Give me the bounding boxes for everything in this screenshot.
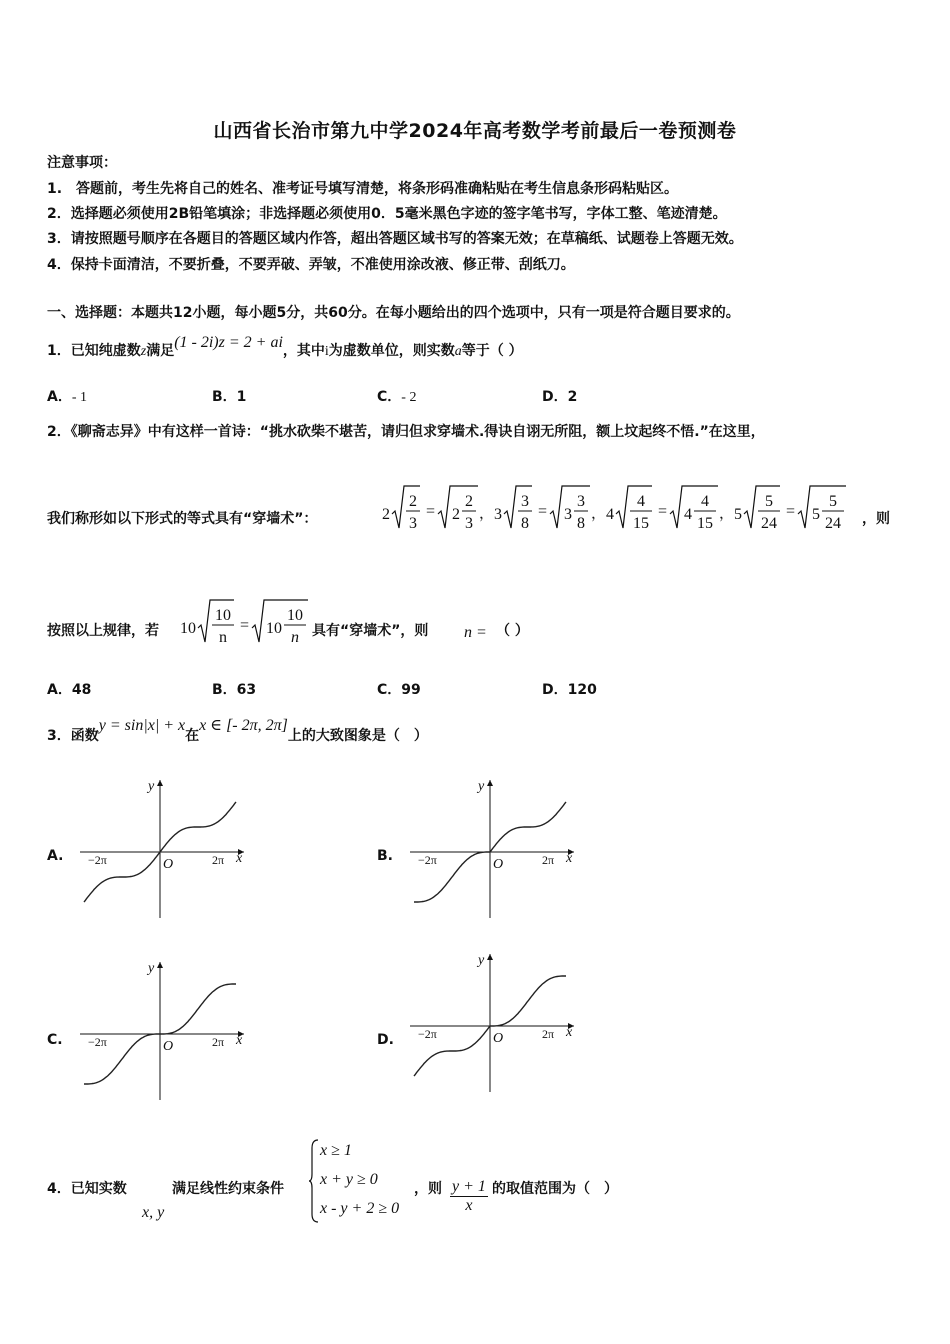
question-1 [47, 334, 523, 360]
notice-item-4: 4．保持卡面清洁，不要折叠，不要弄破、弄皱，不准使用涂改液、修正带、刮纸刀。 [47, 257, 575, 273]
q1-option-a[interactable]: A．- 1 [47, 389, 88, 405]
q2-line-3-prefix: 按照以上规律，若 [47, 623, 159, 639]
q1-var-i: i [324, 344, 329, 359]
pos-2pi-label: 2π [212, 853, 225, 867]
origin-label: O [163, 1039, 174, 1054]
pos-2pi-label: 2π [542, 1027, 555, 1041]
q1-text-3: ，其中 [282, 343, 325, 359]
section-heading: 一、选择题：本题共12小题，每小题5分，共60分。在每小题给出的四个选项中，只有一项是符合题目要求的。 [47, 305, 740, 321]
q3-text-1: 3．函数 [47, 728, 99, 744]
y-label: y [478, 953, 485, 968]
radical-inner-coefficient: 5 [812, 506, 820, 523]
q1-equation: (1 - 2i)z = 2 + ai [174, 334, 283, 351]
notice-item-3: 3．请按照题号顺序在各题目的答题区域内作答，超出答题区域书写的答案无效；在草稿纸、试题卷上答题无效。 [47, 231, 743, 247]
equals-sign: = [240, 617, 250, 634]
equals-sign: = [786, 503, 796, 520]
origin-label: O [163, 857, 174, 872]
pos-2pi-label: 2π [212, 1035, 225, 1049]
y-axis-arrow [487, 954, 493, 960]
q4-frac-num: y + 1 [452, 1178, 486, 1195]
radical-coefficient: 5 [734, 506, 742, 523]
q3-text-2: 在 [185, 728, 200, 744]
q2-option-c[interactable]: C．99 [377, 682, 421, 698]
radical-coefficient: 2 [382, 506, 390, 523]
fraction-numerator: 10 [287, 607, 303, 624]
q4-vars: x, y [142, 1204, 165, 1221]
neg-2pi-label: −2π [88, 853, 107, 867]
q3-text-3: 上的大致图象是（ ） [287, 728, 428, 744]
q1-text-2: 满足 [146, 343, 175, 359]
q4-frac-den: x [465, 1196, 473, 1214]
fraction-denominator: 24 [761, 515, 777, 532]
y-axis-arrow [157, 962, 163, 968]
y-label: y [148, 779, 155, 794]
y-axis-arrow [157, 780, 163, 786]
q3-graph-b[interactable] [402, 770, 582, 922]
fraction-denominator: 8 [577, 515, 585, 532]
q4-text-2: 满足线性约束条件 [172, 1181, 284, 1197]
neg-2pi-label: −2π [418, 1027, 437, 1041]
q2-option-d[interactable]: D．120 [542, 682, 597, 698]
q2-line-3-mid: 具有“穿墙术”，则 [312, 623, 429, 639]
fraction-denominator: 3 [465, 515, 473, 532]
radical-coefficient: 10 [180, 620, 196, 637]
y-axis-arrow [487, 780, 493, 786]
q3-graph-a[interactable] [72, 770, 252, 922]
radical-coefficient: 4 [606, 506, 614, 523]
q1-var-a: a [454, 344, 462, 359]
radical-inner-coefficient: 10 [266, 620, 282, 637]
fraction-denominator: 24 [825, 515, 841, 532]
q4-text-1: 4．已知实数 [47, 1181, 127, 1197]
q2-line-3-suffix: （ ） [496, 623, 529, 639]
origin-label: O [493, 857, 504, 872]
radical-inner-coefficient: 3 [564, 506, 572, 523]
q4-text-3: ，则 [414, 1181, 442, 1197]
q2-radical-rule [178, 592, 310, 650]
q2-n-equals: n = [464, 624, 487, 641]
q4-constraint-2: x + y ≥ 0 [320, 1171, 378, 1188]
q3-graph-d[interactable] [402, 944, 582, 1096]
fraction-numerator: 3 [577, 493, 585, 510]
separator-comma: ， [591, 506, 607, 522]
origin-label: O [493, 1031, 504, 1046]
neg-2pi-label: −2π [88, 1035, 107, 1049]
equals-sign: = [538, 503, 548, 520]
fraction-denominator: n [219, 629, 227, 646]
separator-comma: ， [479, 506, 495, 522]
q3-domain: x ∈ [- 2π, 2π] [199, 717, 288, 734]
neg-2pi-label: −2π [418, 853, 437, 867]
x-label: x [566, 851, 573, 866]
x-label: x [566, 1025, 573, 1040]
q2-option-b[interactable]: B．63 [212, 682, 257, 698]
q4-text-4: 的取值范围为（ ） [492, 1181, 618, 1197]
y-label: y [478, 779, 485, 794]
fraction-denominator: 8 [521, 515, 529, 532]
q1-text-1: 1．已知纯虚数 [47, 343, 141, 359]
fraction-numerator: 5 [829, 493, 837, 510]
q3-option-c-label[interactable]: C. [47, 1032, 63, 1048]
fraction-denominator: 15 [697, 515, 713, 532]
q3-option-b-label[interactable]: B. [377, 848, 393, 864]
question-3 [47, 717, 428, 745]
equals-sign: = [426, 503, 436, 520]
q1-option-d[interactable]: D．2 [542, 389, 578, 405]
notice-item-2: 2．选择题必须使用2B铅笔填涂；非选择题必须使用0．5毫米黑色字迹的签字笔书写，字体工整、笔迹清楚。 [47, 206, 727, 222]
q3-function: y = sin|x| + x [98, 717, 186, 734]
q2-line-1: 2．《聊斋志异》中有这样一首诗：“挑水砍柴不堪苦，请归但求穿墙术.得诀自诩无所阻，额上坟起终不悟.”在这里， [47, 424, 765, 440]
page-title: 山西省长治市第九中学2024年高考数学考前最后一卷预测卷 [213, 120, 737, 142]
fraction-denominator: 3 [409, 515, 417, 532]
fraction-numerator: 4 [701, 493, 709, 510]
fraction-numerator: 10 [215, 607, 231, 624]
fraction-denominator: n [291, 629, 299, 646]
q3-graph-c[interactable] [72, 952, 252, 1104]
q1-var-z: z [140, 344, 147, 359]
pos-2pi-label: 2π [542, 853, 555, 867]
q4-constraint-3: x - y + 2 ≥ 0 [320, 1200, 400, 1217]
q1-option-c[interactable]: C．- 2 [377, 389, 417, 405]
q1-text-5: 等于（ ） [461, 343, 523, 359]
q4-fraction [450, 1178, 488, 1214]
q1-option-b[interactable]: B．1 [212, 389, 247, 405]
radical-inner-coefficient: 2 [452, 506, 460, 523]
q2-radical-examples [380, 478, 860, 540]
q2-line-2-prefix: 我们称形如以下形式的等式具有“穿墙术”： [47, 511, 318, 527]
q1-text-4: 为虚数单位，则实数 [328, 343, 455, 359]
fraction-numerator: 2 [409, 493, 417, 510]
radical-coefficient: 3 [494, 506, 502, 523]
q3-option-a-label[interactable]: A. [47, 848, 64, 864]
fraction-numerator: 3 [521, 493, 529, 510]
fraction-numerator: 2 [465, 493, 473, 510]
equals-sign: = [658, 503, 668, 520]
q2-option-a[interactable]: A．48 [47, 682, 92, 698]
q4-brace [308, 1138, 320, 1224]
x-label: x [236, 1033, 243, 1048]
fraction-denominator: 15 [633, 515, 649, 532]
q4-constraint-1: x ≥ 1 [320, 1142, 352, 1159]
y-label: y [148, 961, 155, 976]
x-label: x [236, 851, 243, 866]
fraction-numerator: 5 [765, 493, 773, 510]
fraction-numerator: 4 [637, 493, 645, 510]
radical-inner-coefficient: 4 [684, 506, 692, 523]
notice-item-1: 1. 答题前，考生先将自己的姓名、准考证号填写清楚，将条形码准确粘贴在考生信息条形码粘贴区。 [47, 181, 679, 197]
separator-comma: ， [719, 506, 735, 522]
q3-option-d-label[interactable]: D. [377, 1032, 394, 1048]
q2-line-2-suffix: ，则 [862, 511, 890, 527]
notice-heading: 注意事项： [47, 155, 117, 171]
